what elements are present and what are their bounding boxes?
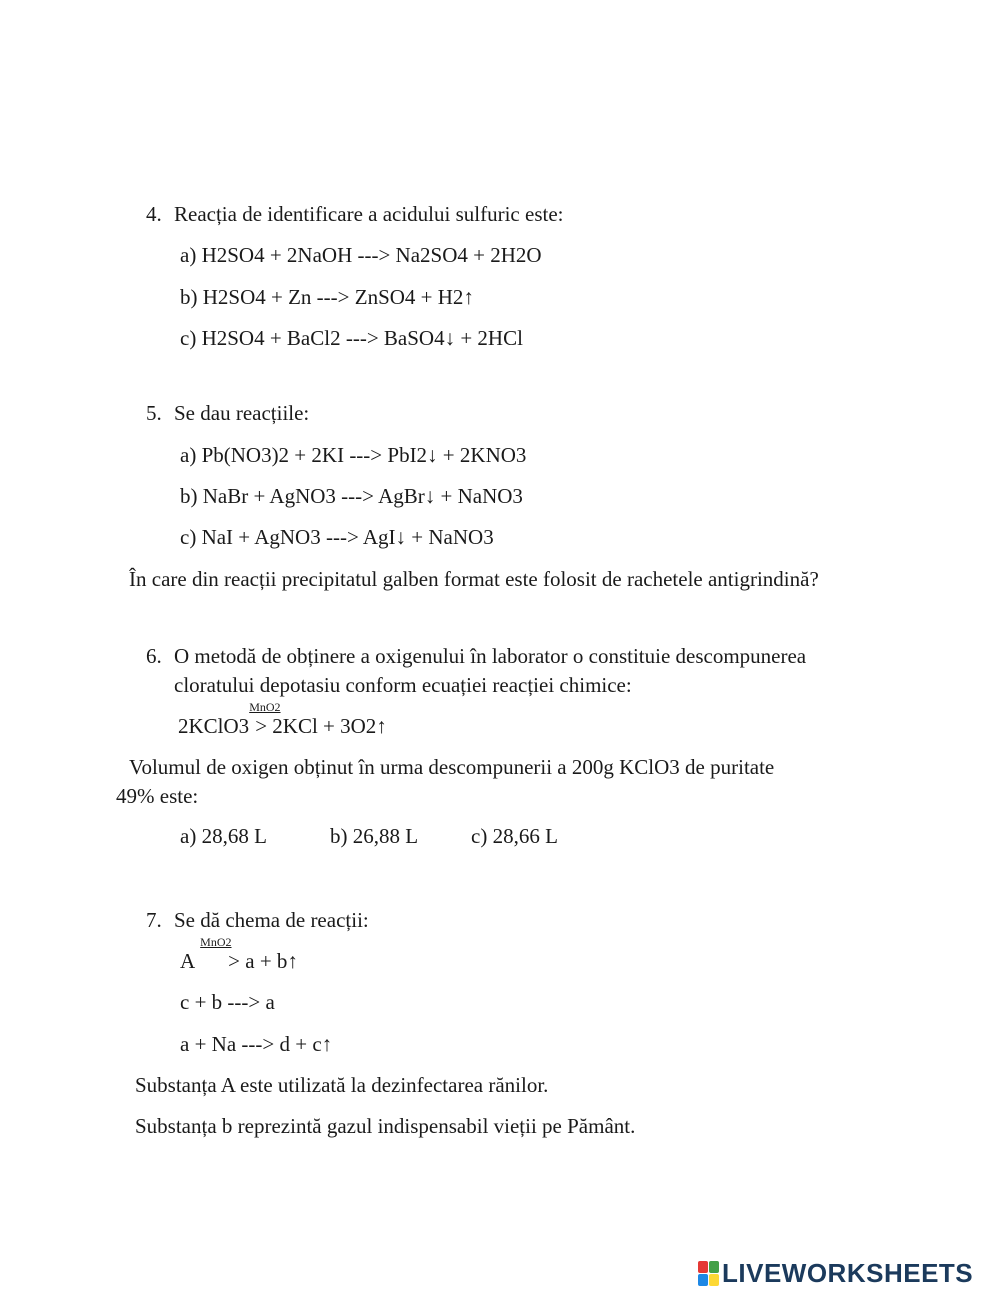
logo-text: LIVEWORKSHEETS <box>722 1257 974 1288</box>
equation-right: > 2KCl + 3O2↑ <box>255 714 387 738</box>
q6-answer-c: c) 28,66 L <box>471 824 558 848</box>
catalyst-text: MnO2 <box>249 700 281 714</box>
question-number: 5. <box>146 401 162 425</box>
question-text: Reacția de identificare a acidului sulfuric este: <box>174 202 564 226</box>
catalyst-label <box>200 935 232 974</box>
question-5 <box>146 400 309 426</box>
logo-mark-icon <box>698 1261 719 1286</box>
liveworksheets-logo <box>698 1258 973 1288</box>
question-7 <box>146 907 369 933</box>
q6-answer-a: a) 28,68 L <box>180 824 267 848</box>
q7-equation-2: c + b ---> a <box>180 990 275 1014</box>
q6-equation <box>178 700 387 739</box>
question-text: Se dau reacțiile: <box>174 401 310 425</box>
question-text: Se dă chema de reacții: <box>174 908 369 932</box>
q7-equation-1 <box>180 935 298 974</box>
equation-left: A <box>180 949 196 973</box>
q4-option-b: b) H2SO4 + Zn ---> ZnSO4 + H2↑ <box>180 285 474 309</box>
q5-option-a: a) Pb(NO3)2 + 2KI ---> PbI2↓ + 2KNO3 <box>180 443 527 467</box>
q5-question: În care din reacții precipitatul galben format este folosit de rachetele antigrindină? <box>129 567 819 591</box>
q7-info-1: Substanța A este utilizată la dezinfectarea rănilor. <box>135 1073 549 1097</box>
question-6 <box>146 643 806 669</box>
q5-option-c: c) NaI + AgNO3 ---> AgI↓ + NaNO3 <box>180 525 494 549</box>
q6-question-line2: 49% este: <box>116 784 199 808</box>
q7-info-2: Substanța b reprezintă gazul indispensabil vieții pe Pământ. <box>135 1114 636 1138</box>
q6-text-line2: cloratului depotasiu conform ecuației reacției chimice: <box>174 673 632 697</box>
catalyst-text: MnO2 <box>200 935 232 949</box>
question-number: 6. <box>146 644 162 668</box>
q6-answer-b: b) 26,88 L <box>330 824 419 848</box>
q4-option-a: a) H2SO4 + 2NaOH ---> Na2SO4 + 2H2O <box>180 243 542 267</box>
equation-right: > a + b↑ <box>228 949 298 973</box>
question-4 <box>146 201 563 227</box>
q7-equation-3: a + Na ---> d + c↑ <box>180 1032 333 1056</box>
question-number: 7. <box>146 908 162 932</box>
question-number: 4. <box>146 202 162 226</box>
catalyst-label <box>249 700 281 739</box>
q4-option-c: c) H2SO4 + BaCl2 ---> BaSO4↓ + 2HCl <box>180 326 523 350</box>
q5-option-b: b) NaBr + AgNO3 ---> AgBr↓ + NaNO3 <box>180 484 523 508</box>
question-text: O metodă de obținere a oxigenului în laborator o constituie descompunerea <box>174 644 807 668</box>
q6-question-line1: Volumul de oxigen obținut în urma descompunerii a 200g KClO3 de puritate <box>129 755 775 779</box>
equation-left: 2KClO3 <box>178 714 250 738</box>
